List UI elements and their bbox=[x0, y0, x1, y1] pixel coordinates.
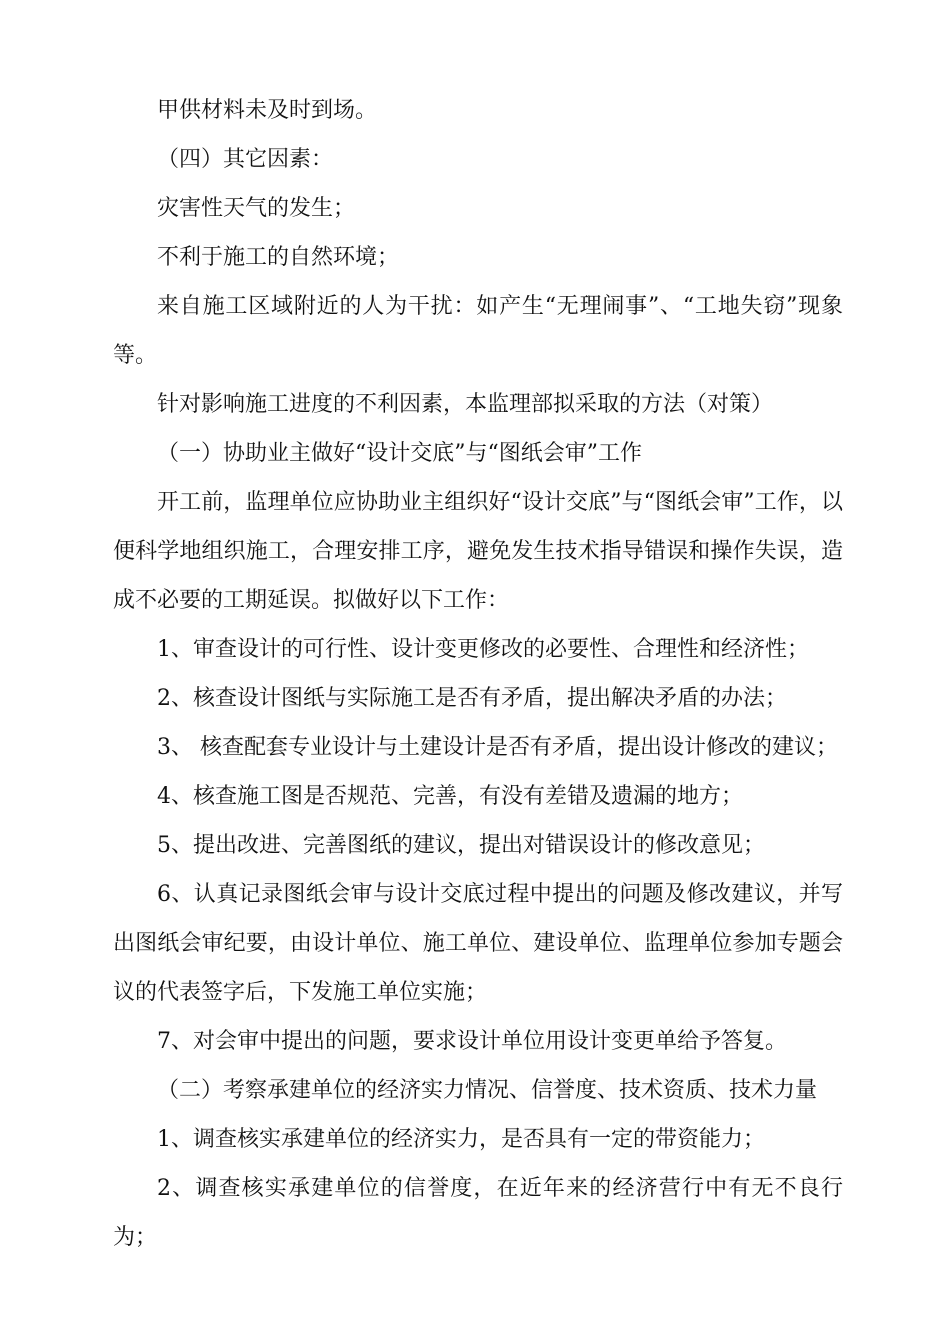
section-heading-other-factors: （四）其它因素： bbox=[157, 147, 334, 172]
document-body bbox=[113, 86, 843, 1262]
section-heading-design-disclosure: （一）协助业主做好“设计交底”与“图纸会审”工作 bbox=[157, 441, 642, 466]
list-item-6: 6、认真记录图纸会审与设计交底过程中提出的问题及修改建议，并写出图纸会审纪要，由设计单位、施工单位、建设单位、监理单位参加专题会议的代表签字后，下发施工单位实施； bbox=[113, 882, 843, 1005]
list-item-2: 2、核查设计图纸与实际施工是否有矛盾，提出解决矛盾的办法； bbox=[157, 686, 787, 711]
paragraph-3: 灾害性天气的发生； bbox=[157, 196, 356, 221]
list-item-3: 3、 核查配套专业设计与土建设计是否有矛盾，提出设计修改的建议； bbox=[157, 735, 838, 760]
section-heading-contractor-review: （二）考察承建单位的经济实力情况、信誉度、技术资质、技术力量 bbox=[157, 1078, 818, 1103]
list-item-7: 7、对会审中提出的问题，要求设计单位用设计变更单给予答复。 bbox=[157, 1029, 787, 1054]
paragraph-6: 针对影响施工进度的不利因素，本监理部拟采取的方法（对策） bbox=[157, 392, 774, 417]
paragraph-5: 来自施工区域附近的人为干扰：如产生“无理闹事”、“工地失窃”现象等。 bbox=[113, 294, 843, 368]
list-item-1: 1、审查设计的可行性、设计变更修改的必要性、合理性和经济性； bbox=[157, 637, 809, 662]
list-item-contractor-2: 2、调查核实承建单位的信誉度，在近年来的经济营行中有无不良行为； bbox=[113, 1176, 843, 1250]
list-item-5: 5、提出改进、完善图纸的建议，提出对错误设计的修改意见； bbox=[157, 833, 765, 858]
list-item-4: 4、核查施工图是否规范、完善，有没有差错及遗漏的地方； bbox=[157, 784, 743, 809]
paragraph-8: 开工前，监理单位应协助业主组织好“设计交底”与“图纸会审”工作，以便科学地组织施工，合理安排工序，避免发生技术指导错误和操作失误，造成不必要的工期延误。拟做好以下工作： bbox=[113, 490, 843, 613]
paragraph-4: 不利于施工的自然环境； bbox=[157, 245, 400, 270]
list-item-contractor-1: 1、调查核实承建单位的经济实力，是否具有一定的带资能力； bbox=[157, 1127, 765, 1152]
paragraph-1: 甲供材料未及时到场。 bbox=[157, 98, 378, 123]
